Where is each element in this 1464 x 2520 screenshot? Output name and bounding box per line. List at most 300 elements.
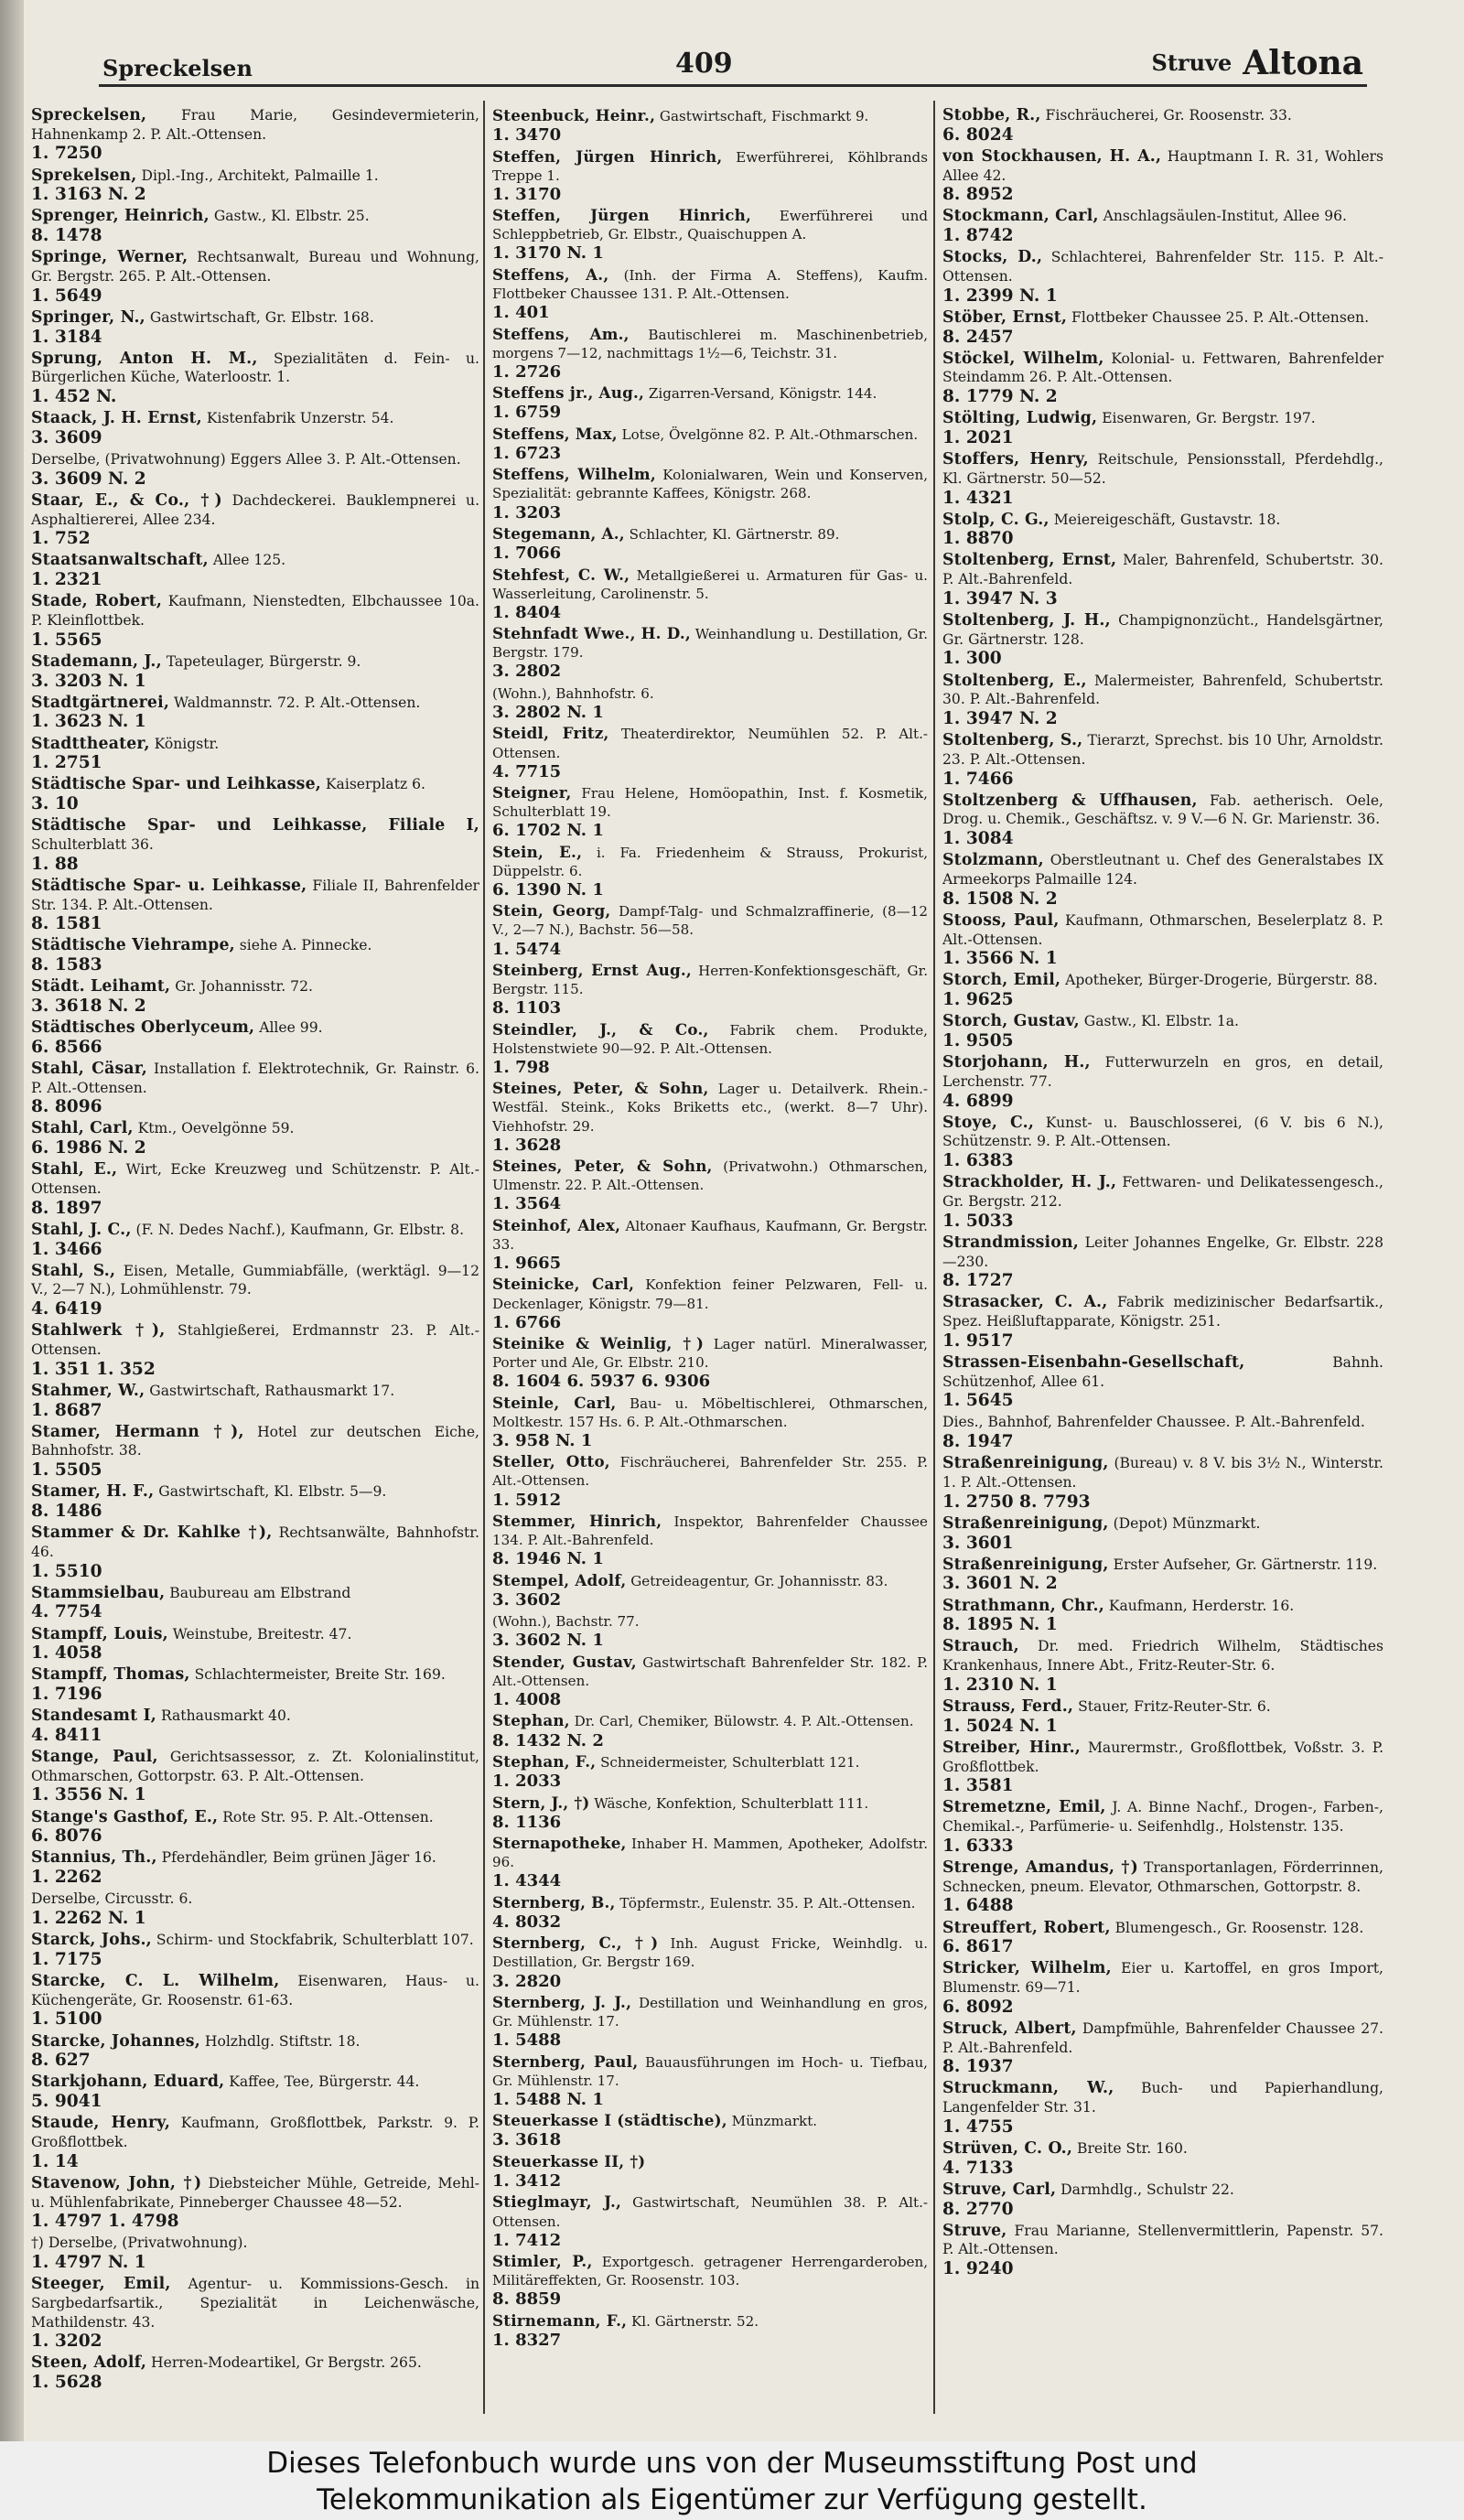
- entry-phone-number: 1. 2321: [31, 570, 102, 590]
- entry-details: Gastw., Kl. Elbstr. 25.: [213, 208, 370, 225]
- entry-phone-number: 8. 1583: [31, 955, 102, 975]
- listing-entry: [31, 735, 479, 774]
- listing-entry: [492, 524, 928, 564]
- entry-name: Stavenow, John, †): [31, 2173, 202, 2192]
- entry-phone-number: 1. 8687: [31, 1400, 102, 1420]
- entry-details: Frau Helene, Homöopathin, Inst. f. Kosmetik, Schulterblatt 19.: [492, 785, 928, 821]
- entry-name: Sternapotheke,: [492, 1834, 627, 1853]
- entry-name: Stoltenberg, S.,: [942, 731, 1083, 750]
- entry-details: Kistenfabrik Unzerstr. 54.: [206, 410, 394, 427]
- entry-details: Darmhdlg., Schulstr 22.: [1060, 2181, 1234, 2198]
- entry-name: Steinberg, Ernst Aug.,: [492, 961, 692, 980]
- entry-phone-number: 1. 5474: [492, 939, 562, 959]
- entry-details: Kaufmann, Nienstedten, Elbchaussee 10a. P. Kleinflottbek.: [31, 593, 479, 630]
- listing-entry: [942, 350, 1383, 408]
- entry-phone-number: 3. 3609 N. 2: [31, 468, 146, 489]
- entry-details: Dipl.-Ing., Architekt, Palmaille 1.: [141, 167, 379, 184]
- entry-name: Stein, E.,: [492, 842, 583, 861]
- entry-name: Storch, Gustav,: [942, 1012, 1080, 1031]
- entry-phone-number: 1. 3084: [942, 829, 1014, 849]
- entry-details: Dachdeckerei. Bauklempnerei u. Asphaltiererei, Allee 234.: [31, 491, 479, 528]
- listing-entry: [942, 1959, 1383, 2018]
- entry-phone-number: 1. 5488: [492, 2030, 562, 2051]
- listing-entry: [492, 465, 928, 522]
- entry-details: Tapeteulager, Bürgerstr. 9.: [166, 652, 361, 670]
- entry-phone-number: 1. 5649: [31, 285, 102, 306]
- listing-entry: [942, 2139, 1383, 2179]
- listing-entry: [492, 2052, 928, 2110]
- entry-name: Stoltzenberg & Uffhausen,: [942, 791, 1198, 810]
- entry-name: Stampff, Thomas,: [31, 1665, 190, 1685]
- entry-name: Starcke, C. L. Wilhelm,: [31, 1971, 280, 1990]
- entry-phone-number: 8. 8096: [31, 1097, 102, 1117]
- entry-phone-number: 6. 8076: [31, 1826, 102, 1847]
- entry-details: Pferdehändler, Beim grünen Jäger 16.: [161, 1849, 436, 1867]
- entry-phone-number: 1. 4008: [492, 1690, 562, 1709]
- entry-details: Dr. med. Friedrich Wilhelm, Städtisches Krankenhaus, Innere Abt., Fritz-Reuter-Str. 6.: [942, 1638, 1383, 1675]
- listing-entry: [31, 1890, 479, 1929]
- entry-phone-number: 1. 3184: [31, 327, 102, 347]
- entry-details: Flottbeker Chaussee 25. P. Alt.-Ottensen.: [1071, 308, 1370, 326]
- entry-details: Dies., Bahnhof, Bahrenfelder Chaussee. P. Alt.-Bahrenfeld.: [942, 1414, 1365, 1431]
- listing-entry: [492, 383, 928, 423]
- entry-name: Stange's Gasthof, E.,: [31, 1807, 219, 1826]
- entry-details: Bahnh. Schützenhof, Allee 61.: [942, 1353, 1383, 1390]
- listing-entry: [31, 877, 479, 935]
- entry-phone-number: 8. 1508 N. 2: [942, 888, 1058, 909]
- page-number: 409: [675, 48, 733, 80]
- entry-phone-number: 8. 1478: [31, 226, 102, 246]
- entry-name: Steenbuck, Heinr.,: [492, 106, 656, 124]
- listing-entry: [492, 1752, 928, 1792]
- entry-name: Stampff, Louis,: [31, 1624, 168, 1643]
- header-right-keyword: [1152, 44, 1363, 82]
- entry-name: Strandmission,: [942, 1233, 1079, 1252]
- entry-phone-number: 1. 2262: [31, 1868, 102, 1888]
- entry-name: Stade, Robert,: [31, 592, 163, 611]
- entry-phone-number: 4. 8411: [31, 1725, 102, 1745]
- entry-phone-number: 3. 2802: [492, 662, 562, 682]
- entry-details: Kaufmann, Othmarschen, Beselerplatz 8. P. Alt.-Ottensen.: [942, 911, 1383, 948]
- listing-entry: [31, 2275, 479, 2352]
- entry-details: Kaiserplatz 6.: [325, 776, 425, 793]
- listing-entry: [492, 1020, 928, 1078]
- entry-details: Fabrik medizinischer Bedarfsartik., Spez. Heißluftapparate, Königstr. 251.: [942, 1294, 1383, 1330]
- entry-phone-number: 1. 4058: [31, 1643, 102, 1664]
- entry-phone-number: 1. 3623 N. 1: [31, 712, 146, 732]
- entry-name: Stoltenberg, J. H.,: [942, 611, 1111, 630]
- entry-phone-number: 1. 5505: [31, 1460, 102, 1481]
- entry-phone-number: 1. 5912: [492, 1490, 562, 1510]
- entry-details: Dr. Carl, Chemiker, Bülowstr. 4. P. Alt.-Ottensen.: [574, 1713, 914, 1730]
- entry-details: Fab. aetherisch. Oele, Drog. u. Chemik., Geschäftsz. v. 9 V.—6 N. Gr. Marienstr. 36.: [942, 792, 1383, 828]
- listing-entry: [942, 248, 1383, 307]
- listing-entry: [492, 325, 928, 382]
- entry-phone-number: 1. 3412: [492, 2171, 562, 2191]
- listing-entry: [31, 2353, 479, 2393]
- entry-details: Theaterdirektor, Neumühlen 52. P. Alt.-Ottensen.: [492, 726, 928, 761]
- entry-phone-number: 1. 7466: [942, 769, 1014, 789]
- entry-details: Inhaber H. Mammen, Apotheker, Adolfstr. 96.: [492, 1836, 928, 1871]
- listing-entry: [942, 1919, 1383, 1958]
- entry-details: Eier u. Kartoffel, en gros Import, Blumenstr. 69—71.: [942, 1960, 1383, 1997]
- entry-name: Staack, J. H. Ernst,: [31, 409, 202, 428]
- column-divider: [933, 101, 935, 2414]
- entry-name: Steffens, Wilhelm,: [492, 465, 656, 484]
- entry-name: Standesamt I,: [31, 1707, 156, 1726]
- listing-entry: [31, 1321, 479, 1380]
- entry-details: Baubureau am Elbstrand: [169, 1584, 351, 1601]
- entry-phone-number: 1. 7066: [492, 544, 562, 564]
- listing-entry: [31, 1665, 479, 1705]
- entry-name: Sprung, Anton H. M.,: [31, 349, 258, 368]
- entry-name: Struve,: [942, 2221, 1007, 2240]
- listing-entry: [942, 2079, 1383, 2138]
- entry-name: Stoffers, Henry,: [942, 450, 1089, 469]
- entry-name: Springer, N.,: [31, 307, 145, 327]
- entry-name: Stöckel, Wilhelm,: [942, 349, 1104, 368]
- entry-phone-number: 1. 14: [31, 2151, 79, 2171]
- entry-phone-number: 1. 3202: [31, 2332, 102, 2352]
- entry-details: Fischräucherei, Gr. Roosenstr. 33.: [1045, 107, 1292, 124]
- entry-name: Stooss, Paul,: [942, 910, 1060, 930]
- listing-entry: [492, 1793, 928, 1833]
- entry-phone-number: 1. 3203: [492, 502, 562, 522]
- listing-entry: [492, 1611, 928, 1651]
- entry-phone-number: 1. 7250: [31, 144, 102, 164]
- listing-entry: [942, 971, 1383, 1010]
- entry-phone-number: 3. 3601: [942, 1533, 1014, 1553]
- entry-name: Stademann, J.,: [31, 652, 162, 671]
- listing-entry: [942, 611, 1383, 670]
- entry-details: siehe A. Pinnecke.: [239, 937, 372, 954]
- entry-name: Strenge, Amandus, †): [942, 1858, 1138, 1877]
- listing-entry: [942, 2181, 1383, 2220]
- listing-entry: [31, 167, 479, 206]
- entry-details: Zigarren-Versand, Königstr. 144.: [648, 385, 877, 403]
- entry-name: Stehnfadt Wwe., H. D.,: [492, 624, 691, 643]
- entry-details: Reitschule, Pensionsstall, Pferdehdlg., Kl. Gärtnerstr. 50—52.: [942, 451, 1383, 487]
- entry-details: Hotel zur deutschen Eiche, Bahnhofstr. 38.: [31, 1423, 479, 1459]
- entry-phone-number: 1. 5628: [31, 2373, 102, 2393]
- listing-entry: [31, 1707, 479, 1746]
- entry-details: J. A. Binne Nachf., Drogen-, Farben-, Chemikal.-, Parfümerie- u. Seifenhdlg., Holstenstr. 135.: [942, 1799, 1383, 1836]
- listing-entry: [492, 2152, 928, 2192]
- entry-details: Spezialitäten d. Fein- u. Bürgerlichen Küche, Waterloostr. 1.: [31, 350, 479, 386]
- entry-details: Waldmannstr. 72. P. Alt.-Ottensen.: [174, 694, 421, 711]
- entry-details: Oberstleutnant u. Chef des Generalstabes IX Armeekorps Palmaille 124.: [942, 852, 1383, 888]
- entry-details: (Depot) Münzmarkt.: [1113, 1514, 1261, 1532]
- listing-entry: [492, 147, 928, 205]
- entry-details: Kolonial- u. Fettwaren, Bahrenfelder Steindamm 26. P. Alt.-Ottensen.: [942, 350, 1383, 386]
- entry-name: Stoltenberg, E.,: [942, 671, 1087, 690]
- listing-entry: [31, 652, 479, 692]
- entry-details: Diebsteicher Mühle, Getreide, Mehl- u. Mühlenfabrikate, Pinneberger Chaussee 48—52.: [31, 2174, 479, 2211]
- entry-phone-number: 8. 1727: [942, 1271, 1014, 1291]
- listing-entry: [942, 106, 1383, 145]
- listing-entry: [31, 2032, 479, 2072]
- entry-details: Dampf-Talg- und Schmalzraffinerie, (8—12 V., 2—7 N.), Bachstr. 56—58.: [492, 903, 928, 939]
- entry-name: Stahl, Cäsar,: [31, 1059, 148, 1078]
- entry-details: Stauer, Fritz-Reuter-Str. 6.: [1078, 1697, 1271, 1715]
- entry-phone-number: 8. 1486: [31, 1501, 102, 1521]
- listing-entry: [31, 1160, 479, 1219]
- listing-entry: [942, 207, 1383, 246]
- listing-entry: [31, 1018, 479, 1058]
- entry-details: Kunst- u. Bauschlosserei, (6 V. bis 6 N.), Schützenstr. 9. P. Alt.-Ottensen.: [942, 1114, 1383, 1150]
- entry-details: Maurermstr., Großflottbek, Voßstr. 3. P. Großflottbek.: [942, 1739, 1383, 1775]
- listing-entry: [492, 1275, 928, 1332]
- entry-phone-number: 4. 8032: [492, 1912, 562, 1932]
- entry-details: Lager natürl. Mineralwasser, Porter und Ale, Gr. Elbstr. 210.: [492, 1336, 928, 1372]
- listing-entry: [492, 1394, 928, 1451]
- listing-entry: [31, 1625, 479, 1664]
- entry-phone-number: 1. 300: [942, 649, 1002, 669]
- entry-details: Ktm., Oevelgönne 59.: [137, 1120, 295, 1137]
- listing-entry: [942, 1012, 1383, 1051]
- entry-name: Steffens, Max,: [492, 424, 618, 443]
- entry-phone-number: 1. 351 1. 352: [31, 1359, 156, 1379]
- entry-name: Steinhof, Alex,: [492, 1215, 621, 1234]
- entry-phone-number: 8. 1432 N. 2: [492, 1730, 604, 1750]
- entry-details: i. Fa. Friedenheim & Strauss, Prokurist, Düppelstr. 6.: [492, 844, 928, 879]
- entry-name: Stieglmayr, J.,: [492, 2192, 622, 2212]
- entry-details: Schlachter, Kl. Gärtnerstr. 89.: [629, 525, 840, 543]
- entry-phone-number: 1. 8870: [942, 529, 1014, 549]
- entry-phone-number: 4. 7754: [31, 1602, 102, 1622]
- entry-details: Lotse, Övelgönne 82. P. Alt.-Othmarschen.: [621, 425, 919, 443]
- entry-details: Bau- u. Möbeltischlerei, Othmarschen, Moltkestr. 157 Hs. 6. P. Alt.-Othmarschen.: [492, 1395, 928, 1430]
- entry-phone-number: 1. 752: [31, 529, 91, 549]
- entry-phone-number: 3. 3602: [492, 1589, 562, 1610]
- entry-details: Schlachtermeister, Breite Str. 169.: [194, 1666, 446, 1684]
- entry-name: Stadttheater,: [31, 734, 150, 753]
- entry-phone-number: 1. 2262 N. 1: [31, 1909, 146, 1928]
- entry-phone-number: 1. 4755: [942, 2116, 1014, 2137]
- entry-name: Starck, Johs.,: [31, 1931, 152, 1950]
- entry-name: Steigner,: [492, 783, 572, 802]
- entry-phone-number: 1. 5565: [31, 630, 102, 650]
- entry-phone-number: 6. 8024: [942, 124, 1014, 145]
- entry-details: Agentur- u. Kommissions-Gesch. in Sargbedarfsartik., Spezialität in Leichenwäsche, Mathildenstr. 43.: [31, 2276, 479, 2331]
- entry-details: Inh. August Fricke, Weinhdlg. u. Destillation, Gr. Bergstr 169.: [492, 1935, 928, 1971]
- entry-details: Rechtsanwalt, Bureau und Wohnung, Gr. Bergstr. 265. P. Alt.-Ottensen.: [31, 249, 479, 285]
- entry-details: Allee 99.: [259, 1019, 323, 1037]
- entry-details: Dampfmühle, Bahrenfelder Chaussee 27. P. Alt.-Bahrenfeld.: [942, 2019, 1383, 2056]
- entry-details: (Inh. der Firma A. Steffens), Kaufm. Flottbeker Chaussee 131. P. Alt.-Ottensen.: [492, 266, 928, 302]
- entry-phone-number: 8. 8859: [492, 2289, 562, 2310]
- listing-entry: [492, 1933, 928, 1991]
- entry-details: Lager u. Detailverk. Rhein.-Westfäl. Steink., Koks Briketts etc., (werkt. 8—7 Uhr). Viehhofstr. 29.: [492, 1081, 928, 1135]
- listing-entry: [31, 816, 479, 875]
- listing-entry: [492, 1993, 928, 2051]
- entry-details: Schlachterei, Bahrenfelder Str. 115. P. Alt.-Ottensen.: [942, 249, 1383, 285]
- entry-phone-number: 1. 3564: [492, 1194, 562, 1214]
- entry-name: Springe, Werner,: [31, 248, 188, 267]
- entry-details: Filiale II, Bahrenfelder Str. 134. P. Alt.-Ottensen.: [31, 877, 479, 913]
- entry-details: Erster Aufseher, Gr. Gärtnerstr. 119.: [1113, 1556, 1378, 1573]
- entry-name: Stahlwerk †),: [31, 1321, 166, 1341]
- entry-name: Strauss, Ferd.,: [942, 1696, 1074, 1716]
- entry-details: Derselbe, Circusstr. 6.: [31, 1890, 193, 1908]
- entry-name: Steidl, Fritz,: [492, 724, 609, 743]
- entry-name: Stehfest, C. W.,: [492, 565, 630, 584]
- listing-entry: [492, 265, 928, 323]
- entry-name: Starkjohann, Eduard,: [31, 2073, 225, 2092]
- entry-phone-number: 1. 3170: [492, 184, 562, 204]
- entry-phone-number: 8. 1937: [942, 2057, 1014, 2077]
- listing-entry: [31, 1423, 479, 1481]
- entry-details: Apotheker, Bürger-Drogerie, Bürgerstr. 88.: [1065, 972, 1378, 989]
- entry-phone-number: 8. 1947: [942, 1432, 1014, 1452]
- entry-details: Gerichtsassessor, z. Zt. Kolonialinstitut, Othmarschen, Gottorpstr. 63. P. Alt.-Ottensen.: [31, 1749, 479, 1784]
- entry-name: Stahmer, W.,: [31, 1381, 145, 1400]
- listing-entry: [492, 961, 928, 1018]
- entry-details: Tierarzt, Sprechst. bis 10 Uhr, Arnoldstr. 23. P. Alt.-Ottensen.: [942, 732, 1383, 768]
- entry-phone-number: 1. 3581: [942, 1776, 1014, 1796]
- listing-entry: [942, 2222, 1383, 2280]
- entry-phone-number: 1. 3170 N. 1: [492, 243, 604, 264]
- entry-name: Stein, Georg,: [492, 901, 611, 921]
- entry-details: Transportanlagen, Förderrinnen, Schnecken, pneum. Elevator, Othmarschen, Gottorpstr. 8.: [942, 1858, 1383, 1895]
- entry-phone-number: 1. 9505: [942, 1030, 1014, 1050]
- listing-entry: [942, 1697, 1383, 1737]
- entry-name: Stremetzne, Emil,: [942, 1798, 1106, 1817]
- entry-name: Stender, Gustav,: [492, 1652, 637, 1671]
- entry-name: Städtisches Oberlyceum,: [31, 1018, 255, 1038]
- entry-phone-number: 3. 3618: [492, 2130, 562, 2150]
- entry-details: Blumengesch., Gr. Roosenstr. 128.: [1114, 1919, 1364, 1936]
- entry-details: Ewerführerei und Schleppbetrieb, Gr. Elbstr., Quaischuppen A.: [492, 208, 928, 243]
- entry-details: Schneidermeister, Schulterblatt 121.: [600, 1754, 860, 1772]
- entry-name: Steinicke, Carl,: [492, 1275, 635, 1294]
- entry-name: Stephan, F.,: [492, 1752, 597, 1772]
- entry-details: Schulterblatt 36.: [31, 835, 154, 853]
- entry-name: Steines, Peter, & Sohn,: [492, 1079, 709, 1098]
- entry-phone-number: 8. 1897: [31, 1198, 102, 1218]
- entry-name: Stolzmann,: [942, 851, 1044, 870]
- listing-entry: [942, 1798, 1383, 1857]
- entry-phone-number: 3. 3618 N. 2: [31, 996, 146, 1016]
- listing-entry: [31, 1221, 479, 1260]
- entry-details: (Bureau) v. 8 V. bis 3½ N., Winterstr. 1. P. Alt.-Ottensen.: [942, 1455, 1383, 1492]
- listing-entry: [942, 1637, 1383, 1696]
- entry-phone-number: 1. 6766: [492, 1312, 562, 1332]
- entry-details: Weinstube, Breitestr. 47.: [172, 1625, 352, 1642]
- entry-phone-number: 6. 8617: [942, 1937, 1014, 1957]
- entry-phone-number: 8. 1604 6. 5937 6. 9306: [492, 1372, 711, 1392]
- footer-notice: [0, 2441, 1464, 2520]
- entry-details: (F. N. Dedes Nachf.), Kaufmann, Gr. Elbstr. 8.: [135, 1221, 465, 1238]
- entry-phone-number: 8. 2770: [942, 2199, 1014, 2219]
- header-city: Altona: [1243, 44, 1363, 82]
- entry-name: Steeger, Emil,: [31, 2275, 171, 2294]
- entry-details: Herren-Konfektionsgeschäft, Gr. Bergstr. 115.: [492, 963, 928, 998]
- entry-name: Staatsanwaltschaft,: [31, 551, 209, 570]
- entry-phone-number: 1. 4797 1. 4798: [31, 2212, 179, 2232]
- entry-name: Stannius, Th.,: [31, 1848, 157, 1868]
- listing-entry: [31, 1972, 479, 2030]
- entry-name: Stolp, C. G.,: [942, 510, 1050, 529]
- listing-entry: [942, 450, 1383, 509]
- entry-phone-number: 1. 2399 N. 1: [942, 285, 1058, 306]
- entry-name: Straßenreinigung,: [942, 1513, 1109, 1533]
- entry-details: Rote Str. 95. P. Alt.-Ottensen.: [222, 1808, 434, 1825]
- entry-phone-number: 1. 9665: [492, 1253, 562, 1273]
- entry-phone-number: 8. 627: [31, 2051, 91, 2071]
- entry-phone-number: 1. 3947 N. 2: [942, 709, 1058, 729]
- listing-entry: [31, 977, 479, 1017]
- entry-phone-number: 3. 3602 N. 1: [492, 1631, 604, 1651]
- entry-name: Staude, Henry,: [31, 2114, 171, 2133]
- entry-name: Stahl, J. C.,: [31, 1220, 132, 1239]
- listing-entry: [492, 1653, 928, 1710]
- entry-details: Fabrik chem. Produkte, Holstenstwiete 90—92. P. Alt.-Ottensen.: [492, 1021, 928, 1057]
- entry-details: Bauausführungen im Hoch- u. Tiefbau, Gr. Mühlenstr. 17.: [492, 2053, 928, 2089]
- entry-name: Sternberg, B.,: [492, 1892, 616, 1912]
- entry-name: Stern, J., †): [492, 1793, 590, 1812]
- entry-phone-number: 4. 6899: [942, 1091, 1014, 1111]
- entry-details: Wirt, Ecke Kreuzweg und Schützenstr. P. Alt.-Ottensen.: [31, 1161, 479, 1198]
- entry-details: Gastwirtschaft, Rathausmarkt 17.: [149, 1382, 395, 1399]
- listing-entry: [942, 792, 1383, 850]
- entry-name: Strathmann, Chr.,: [942, 1596, 1104, 1615]
- listing-entry: [31, 1931, 479, 1970]
- entry-details: Anschlagsäulen-Institut, Allee 96.: [1103, 208, 1347, 225]
- entry-name: Sternberg, J. J.,: [492, 1993, 632, 2012]
- listing-entry: [31, 1584, 479, 1623]
- listing-entry: [492, 1571, 928, 1610]
- entry-name: Steindler, J., & Co.,: [492, 1019, 709, 1039]
- entry-name: Sternberg, Paul,: [492, 2052, 639, 2071]
- entry-details: Bautischlerei m. Maschinenbetrieb, morgens 7—12, nachmittags 1½—6, Teichstr. 31.: [492, 326, 928, 361]
- entry-details: Frau Marianne, Stellenvermittlerin, Papenstr. 57. P. Alt.-Ottensen.: [942, 2222, 1383, 2258]
- entry-phone-number: 3. 2820: [492, 1971, 562, 1991]
- entry-phone-number: 1. 3947 N. 3: [942, 588, 1058, 608]
- entry-details: Allee 125.: [212, 552, 286, 569]
- entry-phone-number: 8. 1103: [492, 998, 562, 1018]
- entry-phone-number: 1. 4321: [942, 488, 1014, 508]
- entry-name: Spreckelsen,: [31, 106, 147, 124]
- listing-entry: [31, 2234, 479, 2273]
- entry-name: Stocks, D.,: [942, 248, 1043, 267]
- entry-phone-number: 1. 452 N.: [31, 387, 117, 407]
- entry-name: Städtische Spar- und Leihkasse,: [31, 775, 321, 794]
- entry-name: Struck, Albert,: [942, 2019, 1077, 2038]
- entry-details: Futterwurzeln en gros, en detail, Lerchenstr. 77.: [942, 1054, 1383, 1090]
- entry-details: Holzhdlg. Stiftstr. 18.: [204, 2032, 361, 2050]
- entry-name: Steinle, Carl,: [492, 1393, 617, 1412]
- entry-details: Destillation und Weinhandlung en gros, Gr. Mühlenstr. 17.: [492, 1995, 928, 2030]
- column-divider: [483, 101, 485, 2414]
- listing-entry: [492, 1711, 928, 1750]
- entry-name: Städtische Spar- und Leihkasse, Filiale I,: [31, 816, 479, 835]
- listing-entry: [492, 1893, 928, 1933]
- listing-entry: [492, 684, 928, 723]
- listing-entry: [492, 2252, 928, 2310]
- entry-details: Wäsche, Konfektion, Schulterblatt 111.: [594, 1794, 869, 1812]
- entry-details: Getreideagentur, Gr. Johannisstr. 83.: [630, 1572, 888, 1589]
- entry-details: Rechtsanwälte, Bahnhofstr. 46.: [31, 1524, 479, 1560]
- entry-phone-number: 1. 3556 N. 1: [31, 1785, 146, 1805]
- entry-phone-number: 6. 8092: [942, 1997, 1014, 2017]
- listing-entry: [942, 308, 1383, 348]
- entry-details: Töpfermstr., Eulenstr. 35. P. Alt.-Ottensen.: [619, 1894, 916, 1912]
- listing-entry: [942, 551, 1383, 609]
- entry-name: Stammsielbau,: [31, 1583, 166, 1602]
- listing-entry: [31, 551, 479, 590]
- listing-entry: [492, 901, 928, 959]
